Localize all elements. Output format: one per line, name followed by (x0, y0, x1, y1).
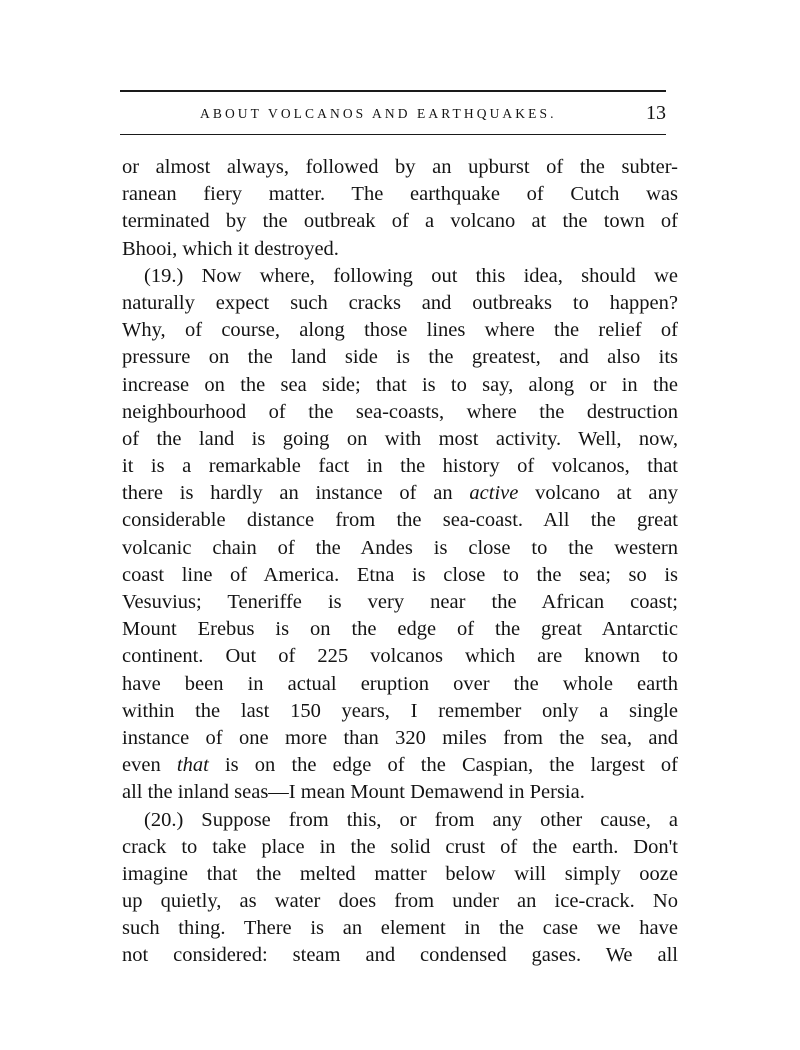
text-line: even that is on the edge of the Caspian, the largest of (122, 754, 679, 777)
text-line: instance of one more than 320 miles from the sea, and (122, 726, 678, 749)
text-line: continent. Out of 225 volcanos which are known to (122, 645, 678, 668)
text-line: considerable distance from the sea-coast. All the great (122, 509, 678, 532)
text-line: within the last 150 years, I remember only a single (122, 699, 678, 722)
running-head (120, 104, 666, 128)
header-rule-top (120, 90, 666, 92)
text-line: Why, of course, along those lines where the relief of (122, 319, 678, 342)
text-line: there is hardly an instance of an active volcano at any (122, 482, 678, 505)
text-line: Bhooi, which it destroyed. (122, 237, 339, 260)
header-rule-bottom (120, 134, 666, 135)
paragraph-20-first-line: (20.) Suppose from this, or from any other cause, a (144, 808, 678, 831)
text-line: of the land is going on with most activity. Well, now, (122, 427, 678, 450)
text-line: all the inland seas—I mean Mount Demawend in Persia. (122, 781, 585, 804)
text-line: not considered: steam and condensed gases. We all (122, 944, 678, 967)
text-line: it is a remarkable fact in the history of volcanos, that (122, 455, 678, 478)
text-line: crack to take place in the solid crust of the earth. Don't (122, 835, 678, 858)
text-line: pressure on the land side is the greatest, and also its (122, 346, 678, 369)
text-line: up quietly, as water does from under an ice-crack. No (122, 890, 678, 913)
paragraph-19-first-line: (19.) Now where, following out this idea, should we (144, 264, 678, 287)
text-line: Vesuvius; Teneriffe is very near the African coast; (122, 591, 678, 613)
text-line: coast line of America. Etna is close to the sea; so is (122, 563, 678, 586)
text-line: terminated by the outbreak of a volcano at the town of (122, 210, 678, 233)
body-text (122, 154, 678, 970)
text-line: increase on the sea side; that is to say, along or in the (122, 373, 678, 396)
text-line: or almost always, followed by an upburst of the subter- (122, 156, 678, 178)
text-line: volcanic chain of the Andes is close to the western (122, 536, 678, 559)
italic-emphasis: that (176, 754, 209, 777)
text-line: such thing. There is an element in the case we have (122, 917, 678, 940)
text-line: neighbourhood of the sea-coasts, where the destruction (122, 400, 678, 423)
running-title: ABOUT VOLCANOS AND EARTHQUAKES. (200, 106, 557, 121)
text-line: have been in actual eruption over the whole earth (122, 672, 678, 695)
text-line: naturally expect such cracks and outbreaks to happen? (122, 291, 678, 314)
page-number: 13 (646, 102, 666, 124)
italic-emphasis: active (469, 482, 519, 505)
text-line: imagine that the melted matter below will simply ooze (122, 862, 678, 885)
text-line: Mount Erebus is on the edge of the great Antarctic (122, 618, 678, 641)
text-line: ranean fiery matter. The earthquake of Cutch was (122, 183, 678, 206)
